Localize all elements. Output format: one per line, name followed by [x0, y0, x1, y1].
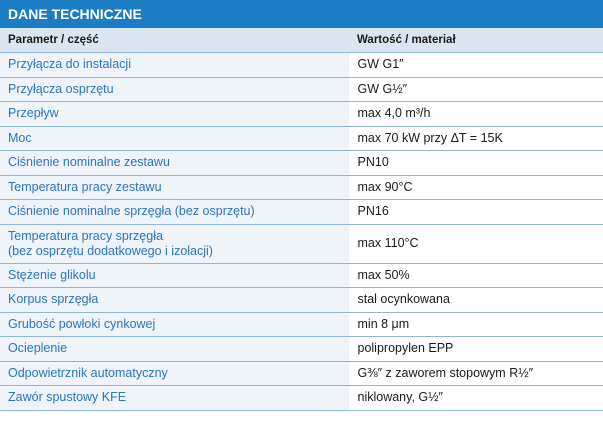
parameter-cell: Przyłącza osprzętu — [0, 77, 349, 102]
value-cell: max 4,0 m³/h — [349, 102, 603, 127]
value-cell: niklowany, G½″ — [349, 386, 603, 411]
parameter-line-1: Temperatura pracy sprzęgła — [8, 228, 163, 243]
table-row — [0, 288, 603, 313]
technical-data-table — [0, 28, 603, 411]
value-cell: min 8 μm — [349, 312, 603, 337]
table-row — [0, 224, 603, 263]
column-header-value: Wartość / materiał — [349, 28, 603, 53]
table-row — [0, 126, 603, 151]
parameter-cell: Zawór spustowy KFE — [0, 386, 349, 411]
table-row — [0, 263, 603, 288]
value-cell: stal ocynkowana — [349, 288, 603, 313]
parameter-cell: Ocieplenie — [0, 337, 349, 362]
parameter-cell — [0, 224, 349, 263]
table-row — [0, 361, 603, 386]
parameter-cell: Moc — [0, 126, 349, 151]
parameter-cell: Grubość powłoki cynkowej — [0, 312, 349, 337]
parameter-cell: Odpowietrznik automatyczny — [0, 361, 349, 386]
column-header-parameter: Parametr / część — [0, 28, 349, 53]
value-cell: max 110°C — [349, 224, 603, 263]
table-row — [0, 53, 603, 78]
value-cell: GW G1″ — [349, 53, 603, 78]
value-cell: PN16 — [349, 200, 603, 225]
table-row — [0, 337, 603, 362]
value-cell: max 70 kW przy ΔT = 15K — [349, 126, 603, 151]
value-cell: max 90°C — [349, 175, 603, 200]
value-cell: max 50% — [349, 263, 603, 288]
parameter-cell: Korpus sprzęgła — [0, 288, 349, 313]
parameter-cell: Ciśnienie nominalne sprzęgła (bez osprzętu) — [0, 200, 349, 225]
parameter-cell: Temperatura pracy zestawu — [0, 175, 349, 200]
value-cell: polipropylen EPP — [349, 337, 603, 362]
value-cell: GW G½″ — [349, 77, 603, 102]
value-cell: PN10 — [349, 151, 603, 176]
table-row — [0, 102, 603, 127]
section-title: DANE TECHNICZNE — [0, 0, 603, 28]
table-row — [0, 200, 603, 225]
parameter-cell: Przepływ — [0, 102, 349, 127]
table-header-row — [0, 28, 603, 53]
parameter-cell: Ciśnienie nominalne zestawu — [0, 151, 349, 176]
table-row — [0, 77, 603, 102]
table-row — [0, 312, 603, 337]
table-row — [0, 151, 603, 176]
table-row — [0, 386, 603, 411]
table-row — [0, 175, 603, 200]
parameter-cell: Przyłącza do instalacji — [0, 53, 349, 78]
parameter-line-2: (bez osprzętu dodatkowego i izolacji) — [8, 243, 213, 258]
parameter-cell: Stężenie glikolu — [0, 263, 349, 288]
value-cell: G⅜″ z zaworem stopowym R½″ — [349, 361, 603, 386]
